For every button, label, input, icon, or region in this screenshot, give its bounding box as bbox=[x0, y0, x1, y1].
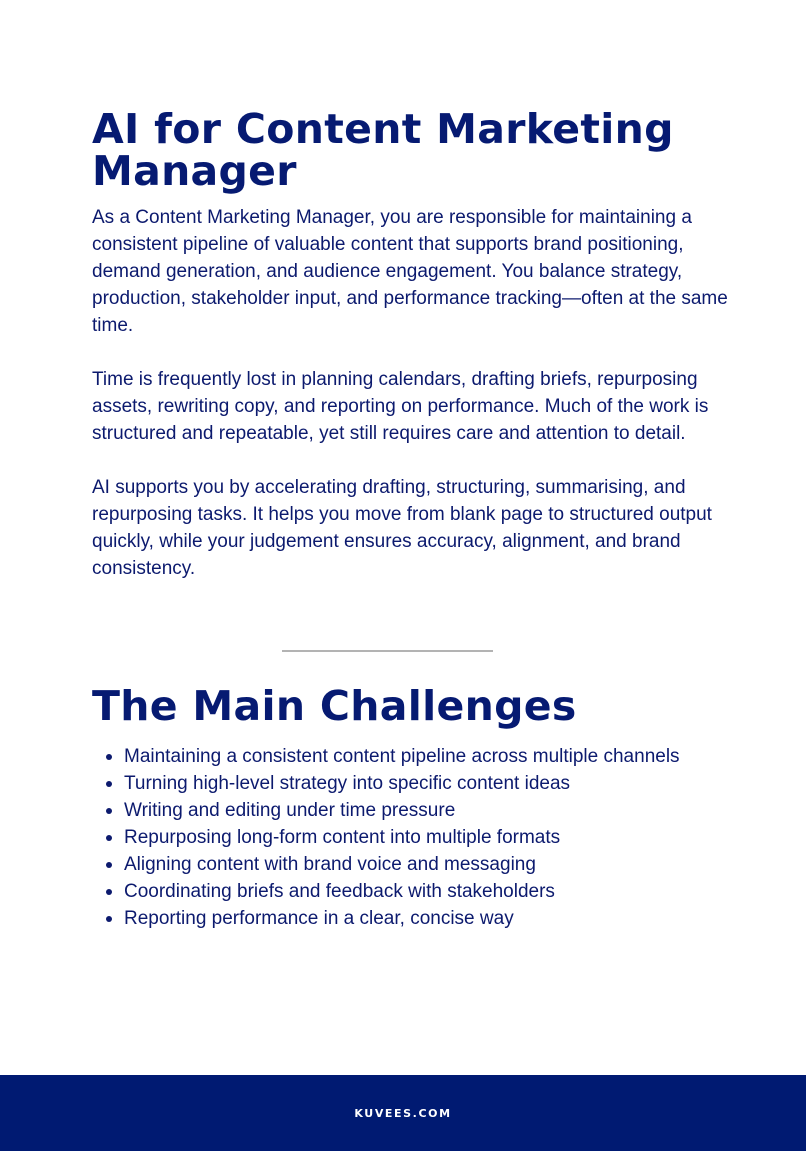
intro-paragraph-1: As a Content Marketing Manager, you are responsible for maintaining a consistent pipeline of valuable content that supports brand positioning, demand generation, and audience engagement. You balance strategy, production, stakeholder input, and performance tracking—often at the same time. bbox=[92, 207, 728, 336]
list-item bbox=[106, 770, 766, 797]
bullet-icon bbox=[106, 889, 112, 895]
bullet-icon bbox=[106, 916, 112, 922]
list-item bbox=[106, 851, 766, 878]
challenges-list bbox=[106, 743, 766, 932]
list-item-text: Reporting performance in a clear, concise way bbox=[124, 908, 514, 929]
list-item-text: Repurposing long-form content into multiple formats bbox=[124, 827, 561, 848]
bullet-icon bbox=[106, 808, 112, 814]
footer bbox=[0, 1075, 806, 1151]
list-item bbox=[106, 743, 766, 770]
intro-paragraph-3: AI supports you by accelerating drafting, structuring, summarising, and repurposing tasks. It helps you move from blank page to structured output quickly, while your judgement ensures accuracy, alignment, and brand consistency. bbox=[92, 477, 712, 579]
list-item-text: Maintaining a consistent content pipeline across multiple channels bbox=[124, 746, 680, 767]
page-title: AI for Content Marketing Manager bbox=[92, 105, 674, 195]
bullet-icon bbox=[106, 754, 112, 760]
list-item bbox=[106, 878, 766, 905]
list-item bbox=[106, 824, 766, 851]
bullet-icon bbox=[106, 835, 112, 841]
intro-section bbox=[92, 204, 742, 582]
bullet-icon bbox=[106, 862, 112, 868]
list-item bbox=[106, 905, 766, 932]
list-item-text: Writing and editing under time pressure bbox=[124, 800, 456, 821]
footer-website: KUVEES.COM bbox=[354, 1106, 452, 1120]
list-item-text: Turning high-level strategy into specific content ideas bbox=[124, 773, 571, 794]
main-content bbox=[92, 105, 742, 609]
challenges-title: The Main Challenges bbox=[92, 682, 577, 730]
list-item-text: Aligning content with brand voice and messaging bbox=[124, 854, 536, 875]
intro-paragraph-2: Time is frequently lost in planning calendars, drafting briefs, repurposing assets, rewriting copy, and reporting on performance. Much of the work is structured and repeatable, yet still requires care and attention to detail. bbox=[92, 369, 709, 444]
list-item bbox=[106, 797, 766, 824]
section-divider bbox=[282, 650, 493, 652]
bullet-icon bbox=[106, 781, 112, 787]
list-item-text: Coordinating briefs and feedback with stakeholders bbox=[124, 881, 555, 902]
